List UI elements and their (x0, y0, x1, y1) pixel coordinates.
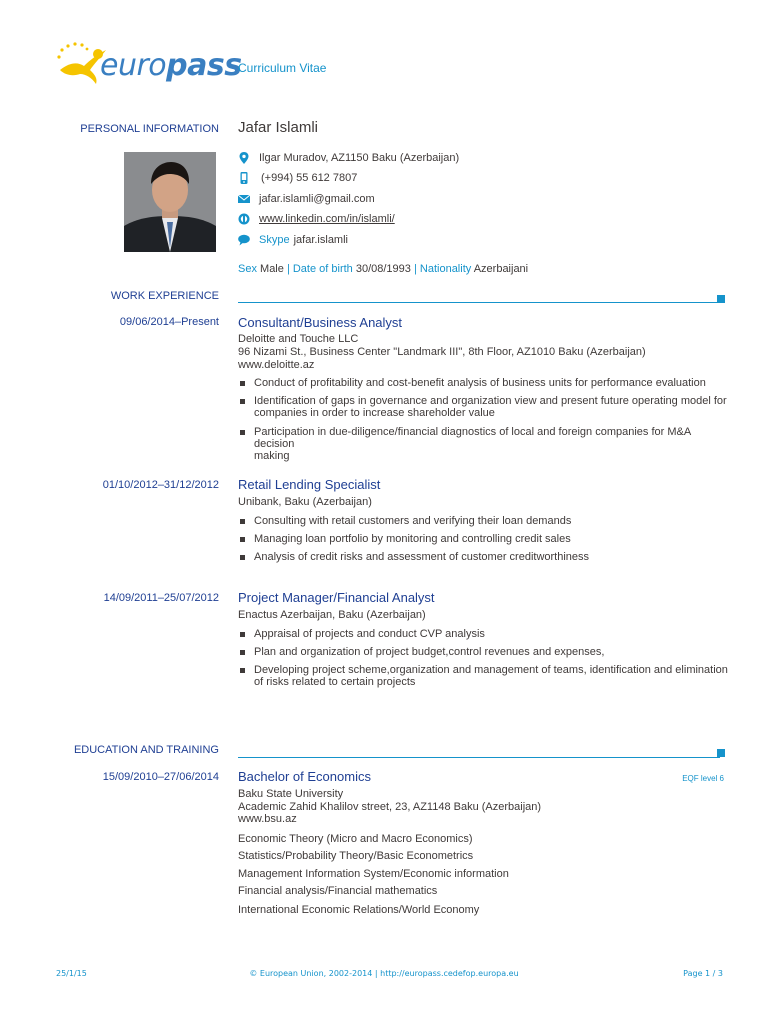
bullet-square (240, 399, 245, 404)
job-title: Retail Lending Specialist (238, 477, 381, 492)
website-link[interactable]: www.linkedin.com/in/islamli/ (259, 213, 395, 225)
europass-wordmark: europass (100, 48, 242, 83)
bullet-square (240, 430, 245, 435)
phone-text: (+994) 55 612 7807 (261, 172, 358, 184)
contact-website (238, 213, 395, 225)
responsibility-item: Conduct of profitability and cost-benefit analysis of business units for performance evaluation (238, 377, 728, 389)
subject-item: Management Information System/Economic information (238, 868, 509, 880)
envelope-icon (238, 193, 250, 205)
bullet-square (240, 555, 245, 560)
subject-item: Financial analysis/Financial mathematics (238, 885, 438, 897)
europass-logo (54, 40, 242, 88)
sex-value: Male (260, 263, 284, 275)
work-experience-heading: WORK EXPERIENCE (110, 290, 219, 302)
personal-information-heading: PERSONAL INFORMATION (80, 123, 219, 135)
responsibility-item: Developing project scheme,organization and management of teams, identification and elimination of risks related to certain projects (238, 664, 728, 688)
sex-label: Sex (238, 263, 257, 275)
footer-page-number: Page 1 / 3 (683, 969, 723, 978)
bullet-square (240, 537, 245, 542)
section-divider-marker (717, 295, 725, 303)
contact-address (238, 152, 459, 164)
education-date: 15/09/2010–27/06/2014 (102, 771, 219, 783)
eqf-level: EQF level 6 (682, 774, 724, 783)
responsibility-item: Consulting with retail customers and verifying their loan demands (238, 515, 728, 527)
bullet-square (240, 632, 245, 637)
globe-icon (238, 213, 250, 225)
nationality-value: Azerbaijani (473, 263, 529, 275)
responsibility-item: Identification of gaps in governance and organization view and present future operating model for companies in order to increase shareholder value (238, 395, 728, 419)
dob-label: Date of birth (292, 263, 353, 275)
profile-photo (124, 152, 216, 252)
email-link[interactable]: jafar.islamli@gmail.com (259, 193, 375, 205)
job-title: Consultant/Business Analyst (238, 315, 403, 330)
skype-label: Skype (259, 234, 290, 246)
bullet-square (240, 668, 245, 673)
bullet-square (240, 381, 245, 386)
employer-name: Enactus Azerbaijan, Baku (Azerbaijan) (238, 609, 426, 621)
institution-website: www.bsu.az (238, 813, 297, 825)
responsibility-item: Analysis of credit risks and assessment of customer creditworthiness (238, 551, 728, 563)
personal-details-line (238, 263, 528, 275)
education-heading: EDUCATION AND TRAINING (73, 744, 219, 756)
separator: | (286, 263, 290, 275)
contact-skype (238, 234, 348, 246)
responsibility-item: Plan and organization of project budget,control revenues and expenses, (238, 646, 728, 658)
chat-bubble-icon (238, 234, 250, 246)
job-date: 01/10/2012–31/12/2012 (102, 479, 219, 491)
job-title: Project Manager/Financial Analyst (238, 590, 435, 605)
employer-website: www.deloitte.az (238, 359, 315, 371)
subject-item: Statistics/Probability Theory/Basic Econometrics (238, 850, 474, 862)
location-pin-icon (238, 152, 250, 164)
address-text: Ilgar Muradov, AZ1150 Baku (Azerbaijan) (259, 152, 460, 164)
institution-name: Baku State University (238, 788, 344, 800)
document-title: Curriculum Vitae (238, 61, 327, 75)
bullet-square (240, 519, 245, 524)
bullet-square (240, 650, 245, 655)
degree-title: Bachelor of Economics (238, 769, 371, 784)
job-date: 14/09/2011–25/07/2012 (103, 592, 219, 604)
employer-name: Unibank, Baku (Azerbaijan) (238, 496, 372, 508)
subject-item: Economic Theory (Micro and Macro Economics) (238, 833, 473, 845)
candidate-name: Jafar Islamli (238, 119, 319, 136)
dob-value: 30/08/1993 (355, 263, 411, 275)
separator: | (413, 263, 417, 275)
mobile-phone-icon (238, 172, 250, 184)
footer-copyright: © European Union, 2002-2014 | http://europass.cedefop.europa.eu (249, 969, 519, 978)
nationality-label: Nationality (419, 263, 472, 275)
responsibility-item: Managing loan portfolio by monitoring and controlling credit sales (238, 533, 728, 545)
skype-id: jafar.islamli (293, 234, 348, 246)
subject-item: International Economic Relations/World Economy (238, 904, 480, 916)
employer-address: 96 Nizami St., Business Center "Landmark III", 8th Floor, AZ1010 Baku (Azerbaijan) (238, 346, 646, 358)
responsibility-item: Appraisal of projects and conduct CVP analysis (238, 628, 728, 640)
contact-email (238, 193, 375, 205)
section-divider-marker (717, 749, 725, 757)
section-divider (238, 757, 720, 758)
contact-phone (238, 172, 357, 184)
footer-date: 25/1/15 (56, 969, 87, 978)
job-date: 09/06/2014–Present (119, 316, 219, 328)
responsibility-item: Participation in due-diligence/financial diagnostics of local and foreign companies for M&A decision making (238, 426, 728, 462)
employer-name: Deloitte and Touche LLC (238, 333, 359, 345)
section-divider (238, 302, 720, 303)
institution-address: Academic Zahid Khalilov street, 23, AZ1148 Baku (Azerbaijan) (238, 801, 542, 813)
